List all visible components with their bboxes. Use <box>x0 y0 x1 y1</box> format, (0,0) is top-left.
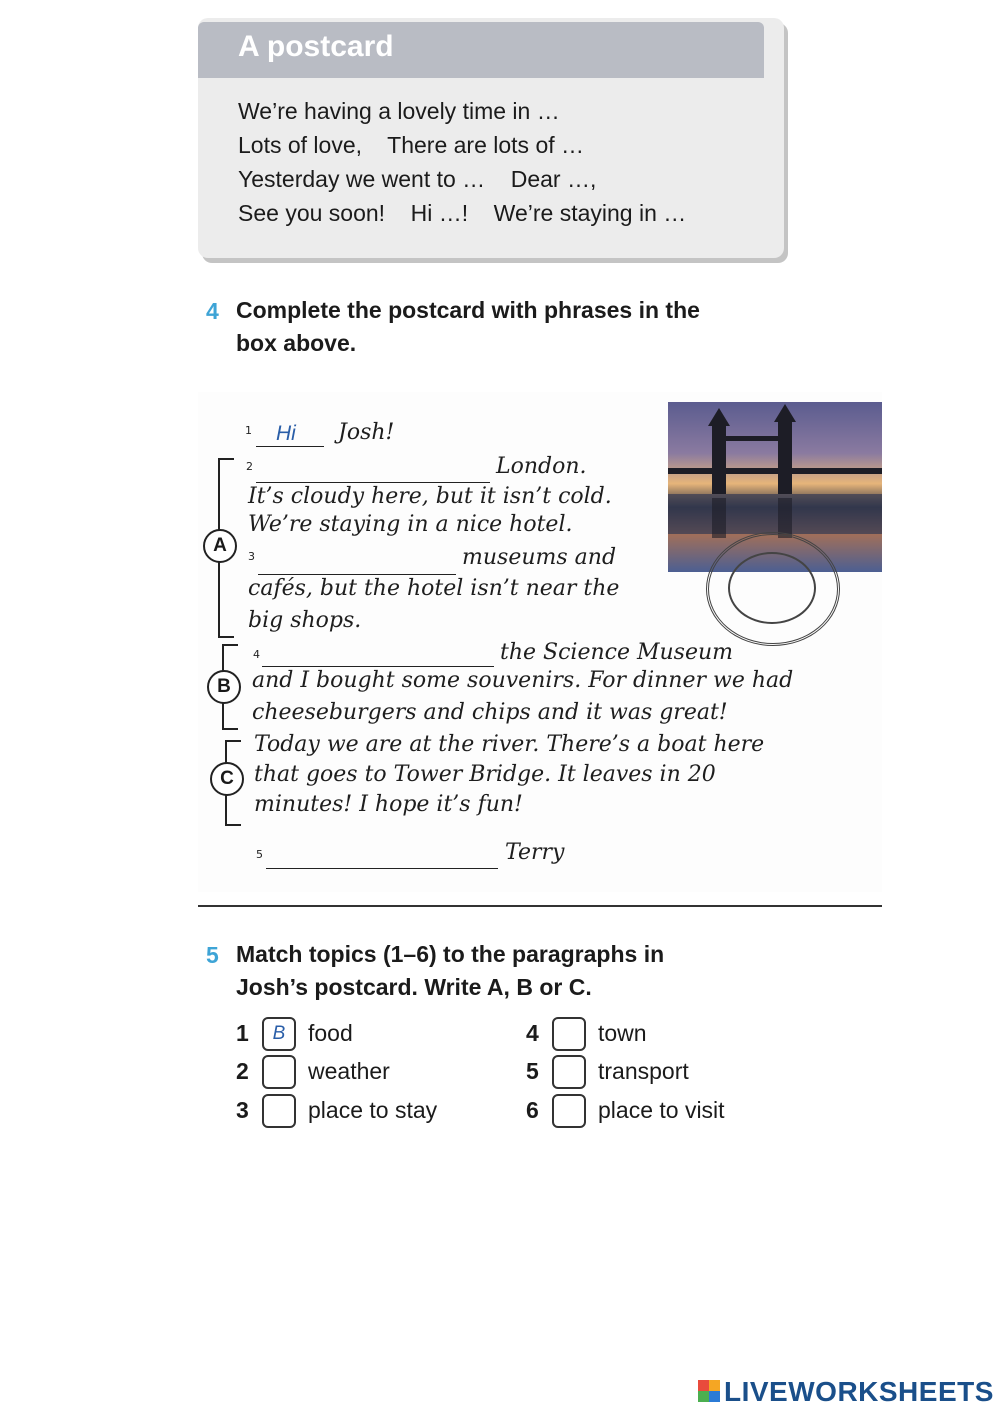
postmark-inner-icon <box>728 552 816 624</box>
instruction-line: Match topics (1–6) to the paragraphs in <box>236 941 665 967</box>
blank-number: 4 <box>253 648 260 661</box>
topic-answer-box[interactable] <box>262 1055 296 1089</box>
liveworksheets-logo-icon <box>698 1380 720 1402</box>
greeting-text: Josh! <box>338 420 395 445</box>
answer-blank-4[interactable] <box>262 666 494 667</box>
instruction-line: box above. <box>236 330 357 356</box>
divider <box>198 905 882 907</box>
exercise-5-instruction <box>236 938 664 1004</box>
exercise-4-instruction <box>236 294 700 360</box>
postcard-line: museums and <box>462 545 617 570</box>
liveworksheets-logo: LIVEWORKSHEETS <box>724 1376 994 1407</box>
postcard-line: the Science Museum <box>500 640 734 665</box>
topic-label: place to stay <box>308 1097 438 1123</box>
topic-answer-box[interactable] <box>552 1055 586 1089</box>
phrase-line: Lots of love, There are lots of … <box>238 132 585 158</box>
topic-number: 4 <box>526 1020 539 1046</box>
topic-label: food <box>308 1020 353 1046</box>
exercise-5-number: 5 <box>206 942 219 968</box>
topic-answer-box[interactable] <box>262 1094 296 1128</box>
topic-label: weather <box>308 1058 390 1084</box>
answer-blank-5[interactable] <box>266 868 498 869</box>
topic-number: 6 <box>526 1097 539 1123</box>
paragraph-a-label: A <box>203 529 237 563</box>
postcard-line: cafés, but the hotel isn’t near the <box>248 576 620 601</box>
postcard-line: We’re staying in a nice hotel. <box>248 512 573 537</box>
topic-label: town <box>598 1020 647 1046</box>
instruction-line: Complete the postcard with phrases in the <box>236 297 700 323</box>
topic-answer-box[interactable] <box>552 1017 586 1051</box>
answer-1[interactable]: Hi <box>276 422 296 445</box>
instruction-line: Josh’s postcard. Write A, B or C. <box>236 974 592 1000</box>
phrase-line: See you soon! Hi …! We’re staying in … <box>238 200 687 226</box>
postcard-line: London. <box>496 454 587 479</box>
topic-number: 3 <box>236 1097 249 1123</box>
topic-label: transport <box>598 1058 689 1084</box>
blank-number: 1 <box>245 424 252 437</box>
blank-number: 2 <box>246 460 253 473</box>
paragraph-b-label: B <box>207 670 241 704</box>
topic-label: place to visit <box>598 1097 725 1123</box>
blank-number: 3 <box>248 550 255 563</box>
postcard-line: cheeseburgers and chips and it was great! <box>252 700 728 725</box>
postcard-line: that goes to Tower Bridge. It leaves in 20 <box>254 762 716 787</box>
topic-answer-box[interactable] <box>552 1094 586 1128</box>
postcard-line: It’s cloudy here, but it isn’t cold. <box>248 484 612 509</box>
topic-answer-box[interactable]: B <box>262 1017 296 1051</box>
phrase-line: We’re having a lovely time in … <box>238 98 560 124</box>
answer-blank-1[interactable] <box>256 446 324 447</box>
postcard-line: and I bought some souvenirs. For dinner we had <box>252 668 794 693</box>
paragraph-c-label: C <box>210 762 244 796</box>
postcard-line: Today we are at the river. There’s a boat here <box>254 732 765 757</box>
topic-number: 1 <box>236 1020 249 1046</box>
closing-text: Terry <box>505 840 565 865</box>
answer-blank-2[interactable] <box>256 482 490 483</box>
blank-number: 5 <box>256 848 263 861</box>
topic-number: 5 <box>526 1058 539 1084</box>
phrase-line: Yesterday we went to … Dear …, <box>238 166 597 192</box>
answer-blank-3[interactable] <box>258 574 456 575</box>
phrase-box-title: A postcard <box>238 30 394 63</box>
exercise-4-number: 4 <box>206 298 219 324</box>
postcard-line: big shops. <box>248 608 362 633</box>
topic-number: 2 <box>236 1058 249 1084</box>
postcard-line: minutes! I hope it’s fun! <box>254 792 523 817</box>
